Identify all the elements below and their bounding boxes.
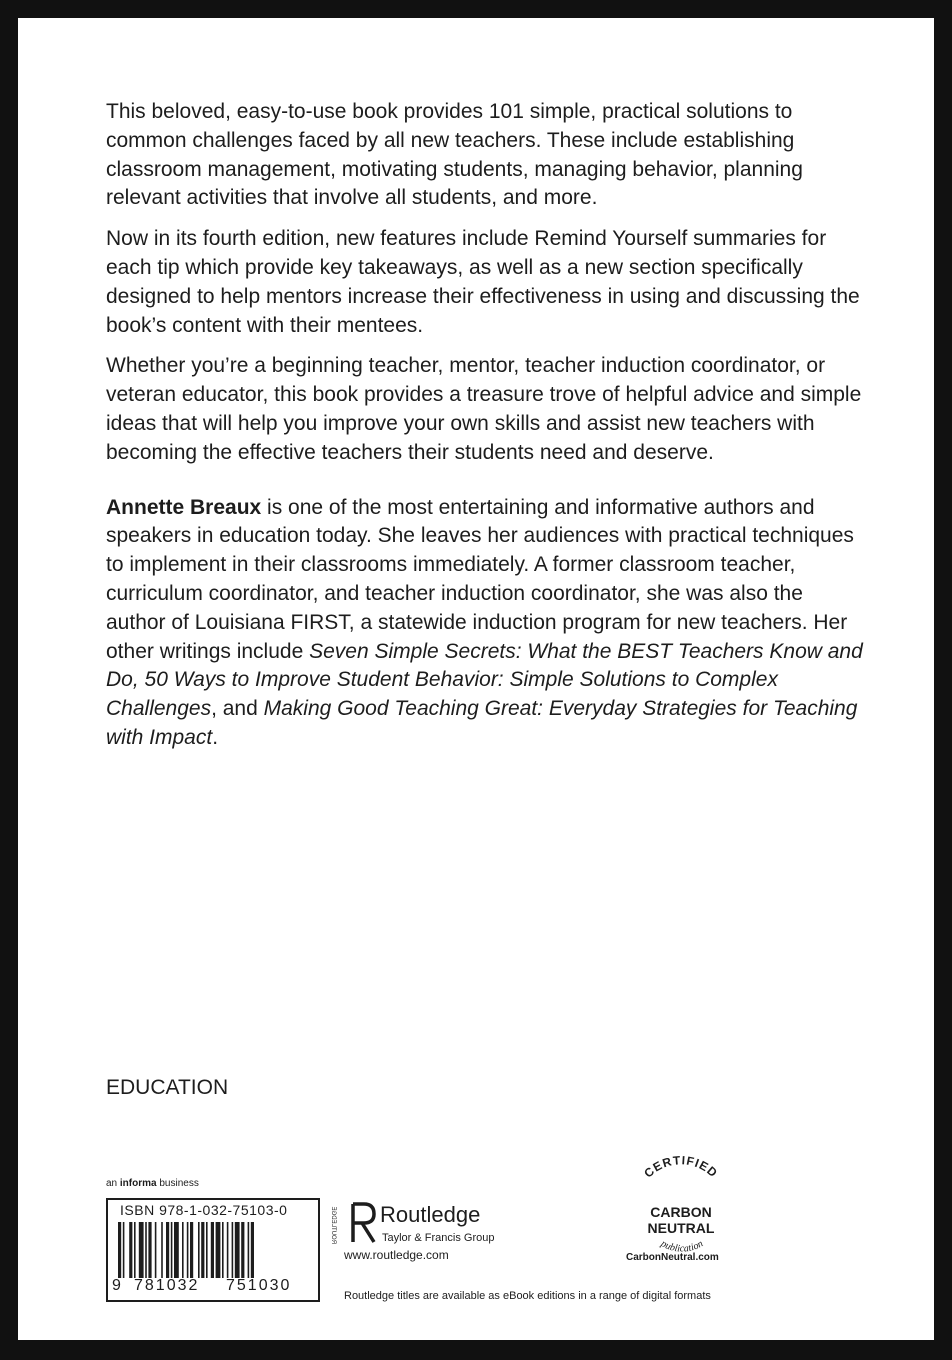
carbon-word: CARBON [650, 1204, 712, 1220]
carbon-certified: CERTIFIED [641, 1153, 721, 1181]
barcode-bar [171, 1222, 173, 1278]
barcode-bar [251, 1222, 254, 1278]
ebook-note: Routledge titles are available as eBook editions in a range of digital formats [344, 1290, 711, 1302]
author-name: Annette Breaux [106, 495, 262, 519]
author-bio-text-3: . [212, 725, 219, 749]
author-books-2: Making Good Teaching Great: Everyday Strategies for Teaching with Impact [106, 697, 858, 749]
barcode-bar [155, 1222, 157, 1278]
barcode-bar [118, 1222, 121, 1278]
barcode-bar [235, 1222, 240, 1278]
barcode-bar [145, 1222, 147, 1278]
barcode-digit-lead: 9 [112, 1277, 121, 1294]
barcode-digits-left: 781032 [134, 1277, 200, 1294]
barcode-bar [222, 1222, 224, 1278]
barcode-bar [206, 1222, 208, 1278]
barcode-bar [201, 1222, 204, 1278]
neutral-word: NEUTRAL [647, 1220, 715, 1236]
barcode-digits-right: 751030 [226, 1277, 292, 1294]
barcode-bars [118, 1222, 312, 1280]
carbon-publication: publication [658, 1238, 706, 1255]
barcode-bar [174, 1222, 179, 1278]
routledge-vertical-mark: ROUTLEDGE [330, 1206, 336, 1244]
barcode-bar [129, 1222, 132, 1278]
informa-brand: informa [119, 1178, 157, 1189]
barcode-bar [139, 1222, 144, 1278]
description-paragraph-1: This beloved, easy-to-use book provides 101 simple, practical solutions to common challenges faced by all new teachers. These include establishing classroom management, motivating students, managing behavior, planning relevant activities that involve all students, and more. [106, 100, 803, 210]
barcode-bar [232, 1222, 234, 1278]
barcode-bar [198, 1222, 200, 1278]
barcode-bar [216, 1222, 221, 1278]
author-bio-text-1: is one of the most entertaining and informative authors and speakers in education today. She leaves her audiences with practical techniques to implement in their classrooms immediately. A former classroom teacher, curriculum coordinator, and teacher induction coordinator, she was also the author of Louisiana FIRST, a statewide induction program for new teachers. Her other writings include [106, 495, 854, 663]
svg-text:CERTIFIED [641, 1153, 720, 1180]
description-paragraph-2: Now in its fourth edition, new features include Remind Yourself summaries for each tip which provide key takeaways, as well as a new section specifically designed to help mentors increase their effectiveness in using and discussing the book’s content with their mentees. [106, 227, 860, 337]
barcode-bar [187, 1222, 189, 1278]
routledge-r-icon [330, 1200, 378, 1246]
barcode-bar [190, 1222, 193, 1278]
description-paragraph-3: Whether you’re a beginning teacher, mentor, teacher induction coordinator, or veteran educator, this book provides a treasure trove of helpful advice and simple ideas that will help you improve your own skills and assist new teachers with becoming the effective teachers their students need and deserve. [106, 354, 862, 464]
isbn-number: ISBN 978-1-032-75103-0 [120, 1202, 288, 1218]
barcode-bar [134, 1222, 136, 1278]
informa-tagline [106, 1178, 199, 1189]
publisher-url: www.routledge.com [344, 1248, 449, 1262]
barcode-bar [241, 1222, 244, 1278]
category-label: EDUCATION [106, 1076, 229, 1099]
author-books-1: Seven Simple Secrets: What the BEST Teachers Know and Do, 50 Ways to Improve Student Behavior: Simple Solutions to Complex Challenges [106, 639, 863, 721]
barcode-bar [227, 1222, 229, 1278]
isbn-barcode [106, 1198, 320, 1302]
author-bio-text-2: , and [211, 697, 264, 721]
barcode-bar [148, 1222, 151, 1278]
barcode-bar [161, 1222, 163, 1278]
publisher-group: Taylor & Francis Group [382, 1232, 495, 1244]
publisher-name: Routledge [380, 1202, 481, 1227]
barcode-bar [166, 1222, 169, 1278]
barcode-bar [123, 1222, 125, 1278]
author-bio [106, 494, 866, 753]
barcode-bar [248, 1222, 250, 1278]
barcode-bar [211, 1222, 214, 1278]
carbon-neutral-url: CarbonNeutral.com [626, 1252, 719, 1263]
informa-prefix: an [106, 1178, 120, 1189]
cover-text [106, 98, 866, 765]
back-cover [18, 18, 934, 1340]
informa-suffix: business [156, 1178, 199, 1189]
barcode-bar [182, 1222, 184, 1278]
